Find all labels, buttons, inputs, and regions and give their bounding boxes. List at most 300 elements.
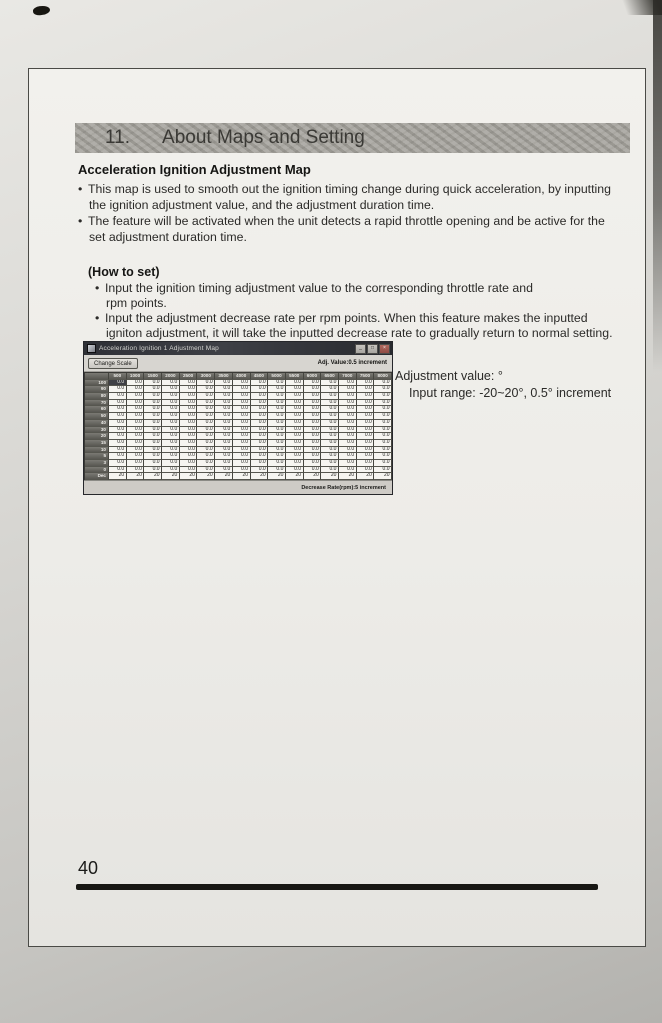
grid-cell[interactable]: 0.0 (127, 453, 145, 460)
grid-cell[interactable]: 0.0 (180, 440, 198, 447)
grid-cell[interactable]: 0.0 (109, 400, 127, 407)
grid-cell[interactable]: 0.0 (162, 460, 180, 467)
grid-cell[interactable]: 0.0 (162, 427, 180, 434)
grid-cell[interactable]: 0.0 (304, 467, 322, 474)
grid-cell[interactable]: 0.0 (127, 440, 145, 447)
grid-cell[interactable]: 0.0 (197, 467, 215, 474)
grid-cell[interactable]: 0.0 (286, 460, 304, 467)
grid-cell[interactable]: 0.0 (321, 393, 339, 400)
grid-cell[interactable]: 0.0 (109, 386, 127, 393)
grid-cell[interactable]: 0.0 (109, 393, 127, 400)
grid-cell[interactable]: 0.0 (374, 393, 392, 400)
grid-col-header: 1500 (144, 373, 162, 380)
grid-cell[interactable]: 0.0 (251, 420, 269, 427)
grid-cell[interactable]: 0.0 (109, 453, 127, 460)
grid-cell[interactable]: 0.0 (180, 467, 198, 474)
section-title: About Maps and Setting (162, 127, 365, 148)
grid-cell[interactable]: 0.0 (339, 433, 357, 440)
grid-cell[interactable]: 0.0 (268, 427, 286, 434)
grid-col-header: 3500 (215, 373, 233, 380)
grid-cell[interactable]: 0.0 (162, 453, 180, 460)
grid-cell[interactable]: 0.0 (268, 400, 286, 407)
bullet-line (106, 296, 167, 310)
grid-cell[interactable]: 0.0 (286, 440, 304, 447)
grid-cell[interactable]: 0.0 (109, 447, 127, 454)
grid-row-header: 30 (85, 427, 109, 434)
grid-cell[interactable]: 0.0 (268, 440, 286, 447)
grid-cell[interactable]: 0.0 (374, 433, 392, 440)
grid-cell[interactable]: 0.0 (304, 447, 322, 454)
grid-decrease-cell[interactable]: 20 (127, 473, 145, 480)
grid-decrease-cell[interactable]: 20 (268, 473, 286, 480)
grid-cell[interactable]: 0.0 (233, 413, 251, 420)
grid-cell[interactable]: 0.0 (127, 413, 145, 420)
grid-cell[interactable]: 0.0 (304, 433, 322, 440)
grid-cell[interactable]: 0.0 (339, 406, 357, 413)
grid-cell[interactable]: 0.0 (127, 427, 145, 434)
bullet-text: igniton adjustment, it will take the inputted decrease rate to gradually return to normal setting. (106, 326, 613, 340)
window-controls (355, 344, 390, 354)
close-button[interactable]: × (379, 344, 390, 354)
grid-cell[interactable]: 0.0 (357, 386, 375, 393)
grid-cell[interactable]: 0.0 (180, 386, 198, 393)
grid-cell[interactable]: 0.0 (357, 460, 375, 467)
grid-col-header: 7000 (339, 373, 357, 380)
grid-cell[interactable]: 0.0 (357, 420, 375, 427)
grid-cell[interactable]: 0.0 (374, 400, 392, 407)
grid-cell[interactable]: 0.0 (162, 380, 180, 387)
decrease-rate-label: Decrease Rate(rpm):5 increment (301, 484, 386, 491)
grid-cell[interactable]: 0.0 (374, 447, 392, 454)
grid-cell[interactable]: 0.0 (286, 380, 304, 387)
grid-cell[interactable]: 0.0 (286, 400, 304, 407)
grid-cell[interactable]: 0.0 (197, 440, 215, 447)
grid-cell[interactable]: 0.0 (144, 467, 162, 474)
grid-decrease-cell[interactable]: 20 (339, 473, 357, 480)
grid-cell[interactable]: 0.0 (268, 406, 286, 413)
grid-col-header: 6500 (321, 373, 339, 380)
grid-cell[interactable]: 0.0 (180, 447, 198, 454)
grid-cell[interactable]: 0.0 (286, 393, 304, 400)
grid-cell[interactable]: 0.0 (251, 460, 269, 467)
grid-cell[interactable]: 0.0 (339, 453, 357, 460)
grid-cell[interactable]: 0.0 (127, 447, 145, 454)
grid-cell[interactable]: 0.0 (144, 400, 162, 407)
annotation-input-range: Input range: -20~20°, 0.5° increment (409, 386, 612, 400)
grid-cell[interactable]: 0.0 (197, 427, 215, 434)
bullet-line (78, 214, 605, 228)
grid-cell[interactable]: 0.0 (304, 427, 322, 434)
grid-cell[interactable]: 0.0 (162, 433, 180, 440)
grid-cell[interactable]: 0.0 (144, 413, 162, 420)
grid-cell[interactable]: 0.0 (374, 440, 392, 447)
grid-cell[interactable]: 0.0 (162, 400, 180, 407)
grid-cell[interactable]: 0.0 (268, 467, 286, 474)
grid-cell[interactable]: 0.0 (374, 453, 392, 460)
grid-decrease-cell[interactable]: 20 (215, 473, 233, 480)
grid-cell[interactable]: 0.0 (233, 386, 251, 393)
grid-cell[interactable]: 0.0 (251, 440, 269, 447)
grid-cell[interactable]: 0.0 (233, 393, 251, 400)
grid-cell[interactable]: 0.0 (233, 453, 251, 460)
grid-cell[interactable]: 0.0 (127, 400, 145, 407)
grid-cell[interactable]: 0.0 (197, 393, 215, 400)
grid-cell[interactable]: 0.0 (374, 406, 392, 413)
grid-col-header: 2000 (162, 373, 180, 380)
app-icon (87, 344, 96, 353)
grid-cell[interactable]: 0.0 (162, 393, 180, 400)
grid-cell[interactable]: 0.0 (127, 393, 145, 400)
grid-cell[interactable]: 0.0 (321, 386, 339, 393)
grid-row-header: 60 (85, 406, 109, 413)
grid-cell[interactable]: 0.0 (197, 433, 215, 440)
bullet-line (89, 198, 434, 212)
grid-cell[interactable]: 0.0 (109, 413, 127, 420)
grid-cell[interactable]: 0.0 (251, 447, 269, 454)
grid-cell[interactable]: 0.0 (233, 406, 251, 413)
bullet-text: This map is used to smooth out the ignition timing change during quick acceleration, by inputting (88, 182, 611, 196)
grid-cell[interactable]: 0.0 (197, 453, 215, 460)
grid-cell[interactable]: 0.0 (109, 380, 127, 387)
bullet-text: the ignition adjustment value, and the adjustment duration time. (89, 198, 435, 212)
section-header-bar (75, 123, 630, 153)
grid-cell[interactable]: 0.0 (321, 400, 339, 407)
grid-cell[interactable]: 0.0 (215, 393, 233, 400)
grid-cell[interactable]: 0.0 (144, 440, 162, 447)
grid-cell[interactable]: 0.0 (251, 406, 269, 413)
window-title: Acceleration Ignition 1 Adjustment Map (99, 345, 219, 352)
bullet-text: The feature will be activated when the unit detects a rapid throttle opening and be active for the (88, 214, 605, 228)
grid-cell[interactable]: 0.0 (268, 460, 286, 467)
grid-cell[interactable]: 0.0 (233, 433, 251, 440)
grid-cell[interactable]: 0.0 (251, 467, 269, 474)
grid-cell[interactable]: 0.0 (197, 447, 215, 454)
grid-cell[interactable]: 0.0 (304, 393, 322, 400)
grid-cell[interactable]: 0.0 (127, 433, 145, 440)
grid-cell[interactable]: 0.0 (268, 386, 286, 393)
grid-cell[interactable]: 0.0 (251, 380, 269, 387)
grid-cell[interactable]: 0.0 (233, 427, 251, 434)
grid-cell[interactable]: 0.0 (321, 440, 339, 447)
grid-cell[interactable]: 0.0 (197, 460, 215, 467)
grid-cell[interactable]: 0.0 (357, 400, 375, 407)
window-statusbar (84, 480, 392, 494)
grid-cell[interactable]: 0.0 (321, 420, 339, 427)
how-to-set-heading: (How to set) (88, 265, 160, 279)
grid-row-header: 70 (85, 400, 109, 407)
grid-cell[interactable]: 0.0 (180, 413, 198, 420)
grid-cell[interactable]: 0.0 (162, 447, 180, 454)
grid-cell[interactable]: 0.0 (286, 447, 304, 454)
grid-cell[interactable]: 0.0 (215, 433, 233, 440)
grid-cell[interactable]: 0.0 (180, 420, 198, 427)
grid-col-header: 6000 (304, 373, 322, 380)
grid-cell[interactable]: 0.0 (162, 440, 180, 447)
grid-cell[interactable]: 0.0 (321, 427, 339, 434)
grid-cell[interactable]: 0.0 (180, 393, 198, 400)
grid-cell[interactable]: 0.0 (357, 393, 375, 400)
grid-cell[interactable]: 0.0 (268, 433, 286, 440)
grid-cell[interactable]: 0.0 (215, 420, 233, 427)
grid-decrease-cell[interactable]: 20 (233, 473, 251, 480)
grid-col-header: 3000 (197, 373, 215, 380)
grid-cell[interactable]: 0.0 (374, 420, 392, 427)
grid-decrease-cell[interactable]: 20 (251, 473, 269, 480)
grid-row-header: 3 (85, 460, 109, 467)
grid-cell[interactable]: 0.0 (339, 400, 357, 407)
grid-cell[interactable]: 0.0 (268, 413, 286, 420)
grid-cell[interactable]: 0.0 (251, 413, 269, 420)
adjustment-map-window (83, 341, 393, 495)
grid-cell[interactable]: 0.0 (357, 467, 375, 474)
grid-cell[interactable]: 0.0 (162, 413, 180, 420)
grid-cell[interactable]: 0.0 (215, 380, 233, 387)
grid-cell[interactable]: 0.0 (144, 453, 162, 460)
grid-cell[interactable]: 0.0 (144, 380, 162, 387)
grid-cell[interactable]: 0.0 (197, 420, 215, 427)
grid-cell[interactable]: 0.0 (233, 380, 251, 387)
grid-cell[interactable]: 0.0 (286, 420, 304, 427)
grid-col-header: 4000 (233, 373, 251, 380)
grid-cell[interactable]: 0.0 (286, 386, 304, 393)
grid-cell[interactable]: 0.0 (215, 467, 233, 474)
grid-decrease-cell[interactable]: 20 (109, 473, 127, 480)
grid-cell[interactable]: 0.0 (162, 420, 180, 427)
grid-cell[interactable]: 0.0 (268, 393, 286, 400)
grid-decrease-cell[interactable]: 20 (304, 473, 322, 480)
grid-cell[interactable]: 0.0 (233, 460, 251, 467)
grid-cell[interactable]: 0.0 (357, 453, 375, 460)
window-titlebar[interactable] (84, 342, 392, 355)
grid-cell[interactable]: 0.0 (321, 460, 339, 467)
annotation-adjustment-value: Adjustment value: ° (395, 369, 503, 383)
grid-cell[interactable]: 0.0 (109, 433, 127, 440)
scan-artifact-band (653, 0, 662, 372)
grid-decrease-cell[interactable]: 20 (144, 473, 162, 480)
grid-cell[interactable]: 0.0 (357, 433, 375, 440)
grid-cell[interactable]: 0.0 (109, 467, 127, 474)
grid-cell[interactable]: 0.0 (251, 433, 269, 440)
grid-cell[interactable]: 0.0 (357, 380, 375, 387)
grid-cell[interactable]: 0.0 (304, 440, 322, 447)
grid-decrease-cell[interactable]: 20 (321, 473, 339, 480)
bullet-text: rpm points. (106, 296, 167, 310)
grid-cell[interactable]: 0.0 (304, 453, 322, 460)
grid-cell[interactable]: 0.0 (374, 427, 392, 434)
grid-cell[interactable]: 0.0 (215, 400, 233, 407)
grid-cell[interactable]: 0.0 (109, 406, 127, 413)
grid-cell[interactable]: 0.0 (304, 386, 322, 393)
grid-cell[interactable]: 0.0 (251, 453, 269, 460)
adj-value-label: Adj. Value:0.5 increment (317, 360, 387, 366)
grid-cell[interactable]: 0.0 (339, 386, 357, 393)
grid-cell[interactable]: 0.0 (357, 406, 375, 413)
grid-cell[interactable]: 0.0 (339, 447, 357, 454)
grid-cell[interactable]: 0.0 (286, 433, 304, 440)
grid-cell[interactable]: 0.0 (127, 406, 145, 413)
grid-cell[interactable]: 0.0 (197, 386, 215, 393)
bullet-line (95, 281, 533, 295)
grid-cell[interactable]: 0.0 (268, 420, 286, 427)
grid-cell[interactable]: 0.0 (180, 380, 198, 387)
window-toolbar (84, 355, 392, 372)
grid-cell[interactable]: 0.0 (268, 447, 286, 454)
grid-decrease-row-header: Dec (85, 473, 109, 480)
grid-cell[interactable]: 0.0 (286, 427, 304, 434)
grid-cell[interactable]: 0.0 (304, 406, 322, 413)
grid-cell[interactable]: 0.0 (215, 447, 233, 454)
minimize-button[interactable]: _ (355, 344, 366, 354)
grid-cell[interactable]: 0.0 (321, 406, 339, 413)
grid-cell[interactable]: 0.0 (109, 460, 127, 467)
grid-cell[interactable]: 0.0 (180, 433, 198, 440)
grid-cell[interactable]: 0.0 (233, 420, 251, 427)
grid-cell[interactable]: 0.0 (268, 453, 286, 460)
grid-cell[interactable]: 0.0 (286, 413, 304, 420)
grid-cell[interactable]: 0.0 (339, 380, 357, 387)
grid-cell[interactable]: 0.0 (162, 467, 180, 474)
grid-cell[interactable]: 0.0 (339, 460, 357, 467)
grid-cell[interactable]: 0.0 (180, 427, 198, 434)
grid-cell[interactable]: 0.0 (233, 440, 251, 447)
grid-cell[interactable]: 0.0 (180, 406, 198, 413)
bullet-marker: • (78, 214, 83, 228)
grid-cell[interactable]: 0.0 (127, 467, 145, 474)
grid-cell[interactable]: 0.0 (109, 420, 127, 427)
grid-cell[interactable]: 0.0 (233, 400, 251, 407)
grid-cell[interactable]: 0.0 (251, 400, 269, 407)
bullet-line (89, 230, 247, 244)
grid-cell[interactable]: 0.0 (321, 447, 339, 454)
grid-cell[interactable]: 0.0 (304, 400, 322, 407)
grid-cell[interactable]: 0.0 (357, 427, 375, 434)
grid-cell[interactable]: 0.0 (215, 460, 233, 467)
bullet-text: Input the ignition timing adjustment value to the corresponding throttle rate and (105, 281, 533, 295)
grid-cell[interactable]: 0.0 (339, 413, 357, 420)
grid-cell[interactable]: 0.0 (144, 460, 162, 467)
grid-cell[interactable]: 0.0 (321, 453, 339, 460)
bullet-marker: • (95, 281, 100, 295)
grid-row-header: 100 (85, 380, 109, 387)
grid-cell[interactable]: 0.0 (127, 420, 145, 427)
grid-col-header: 5500 (286, 373, 304, 380)
grid-cell[interactable]: 0.0 (109, 440, 127, 447)
grid-cell[interactable]: 0.0 (339, 393, 357, 400)
grid-cell[interactable]: 0.0 (339, 467, 357, 474)
grid-col-header: 1000 (127, 373, 145, 380)
grid-decrease-cell[interactable]: 20 (180, 473, 198, 480)
grid-cell[interactable]: 0.0 (215, 406, 233, 413)
grid-cell[interactable]: 0.0 (321, 380, 339, 387)
grid-cell[interactable]: 0.0 (357, 413, 375, 420)
grid-row-header: 40 (85, 420, 109, 427)
grid-cell[interactable]: 0.0 (144, 427, 162, 434)
grid-cell[interactable]: 0.0 (215, 413, 233, 420)
grid-cell[interactable]: 0.0 (321, 433, 339, 440)
grid-cell[interactable]: 0.0 (304, 413, 322, 420)
grid-cell[interactable]: 0.0 (180, 460, 198, 467)
grid-cell[interactable]: 0.0 (215, 427, 233, 434)
grid-decrease-cell[interactable]: 20 (357, 473, 375, 480)
grid-cell[interactable]: 0.0 (374, 413, 392, 420)
grid-cell[interactable]: 0.0 (374, 386, 392, 393)
grid-cell[interactable]: 0.0 (339, 427, 357, 434)
grid-cell[interactable]: 0.0 (162, 386, 180, 393)
grid-row-header: 50 (85, 413, 109, 420)
grid-cell[interactable]: 0.0 (233, 467, 251, 474)
grid-cell[interactable]: 0.0 (251, 393, 269, 400)
grid-cell[interactable]: 0.0 (215, 453, 233, 460)
grid-cell[interactable]: 0.0 (144, 420, 162, 427)
grid-cell[interactable]: 0.0 (144, 433, 162, 440)
grid-cell[interactable]: 0.0 (251, 427, 269, 434)
grid-cell[interactable]: 0.0 (233, 447, 251, 454)
grid-cell[interactable]: 0.0 (357, 440, 375, 447)
grid-cell[interactable]: 0.0 (357, 447, 375, 454)
grid-cell[interactable]: 0.0 (144, 386, 162, 393)
maximize-button[interactable]: □ (367, 344, 378, 354)
grid-row-header: 0 (85, 467, 109, 474)
grid-cell[interactable]: 0.0 (251, 386, 269, 393)
grid-cell[interactable]: 0.0 (127, 386, 145, 393)
grid-decrease-cell[interactable]: 20 (374, 473, 392, 480)
footer-rule (76, 884, 598, 890)
grid-col-header: 8000 (374, 373, 392, 380)
grid-cell[interactable]: 0.0 (321, 467, 339, 474)
grid-cell[interactable]: 0.0 (374, 467, 392, 474)
grid-cell[interactable]: 0.0 (374, 460, 392, 467)
grid-col-header: 2500 (180, 373, 198, 380)
grid-cell[interactable]: 0.0 (144, 447, 162, 454)
grid-cell[interactable]: 0.0 (215, 386, 233, 393)
grid-col-header: 4500 (251, 373, 269, 380)
grid-cell[interactable]: 0.0 (215, 440, 233, 447)
page-number: 40 (78, 858, 99, 878)
grid-cell[interactable]: 0.0 (286, 406, 304, 413)
grid-cell[interactable]: 0.0 (304, 460, 322, 467)
bullet-text: Input the adjustment decrease rate per rpm points. When this feature makes the inputted (105, 311, 588, 325)
grid-cell[interactable]: 0.0 (162, 406, 180, 413)
grid-cell[interactable]: 0.0 (286, 453, 304, 460)
grid-cell[interactable]: 0.0 (197, 380, 215, 387)
page-title: Acceleration Ignition Adjustment Map (78, 162, 311, 177)
grid-cell[interactable]: 0.0 (127, 460, 145, 467)
grid-cell[interactable]: 0.0 (197, 400, 215, 407)
grid-cell[interactable]: 0.0 (127, 380, 145, 387)
grid-decrease-cell[interactable]: 20 (162, 473, 180, 480)
grid-cell[interactable]: 0.0 (109, 427, 127, 434)
grid-decrease-cell[interactable]: 20 (197, 473, 215, 480)
grid-cell[interactable]: 0.0 (268, 380, 286, 387)
grid-decrease-cell[interactable]: 20 (286, 473, 304, 480)
grid-cell[interactable]: 0.0 (304, 380, 322, 387)
grid-cell[interactable]: 0.0 (304, 420, 322, 427)
bullet-line (78, 182, 611, 196)
change-scale-button[interactable]: Change Scale (88, 358, 138, 369)
grid-cell[interactable]: 0.0 (197, 413, 215, 420)
grid-cell[interactable]: 0.0 (197, 406, 215, 413)
grid-cell[interactable]: 0.0 (286, 467, 304, 474)
grid-cell[interactable]: 0.0 (374, 380, 392, 387)
grid-cell[interactable]: 0.0 (339, 440, 357, 447)
grid-cell[interactable]: 0.0 (339, 420, 357, 427)
grid-cell[interactable]: 0.0 (180, 400, 198, 407)
grid-cell[interactable]: 0.0 (144, 406, 162, 413)
grid-cell[interactable]: 0.0 (321, 413, 339, 420)
grid-cell[interactable]: 0.0 (180, 453, 198, 460)
grid-cell[interactable]: 0.0 (144, 393, 162, 400)
grid-row-header: 5 (85, 453, 109, 460)
